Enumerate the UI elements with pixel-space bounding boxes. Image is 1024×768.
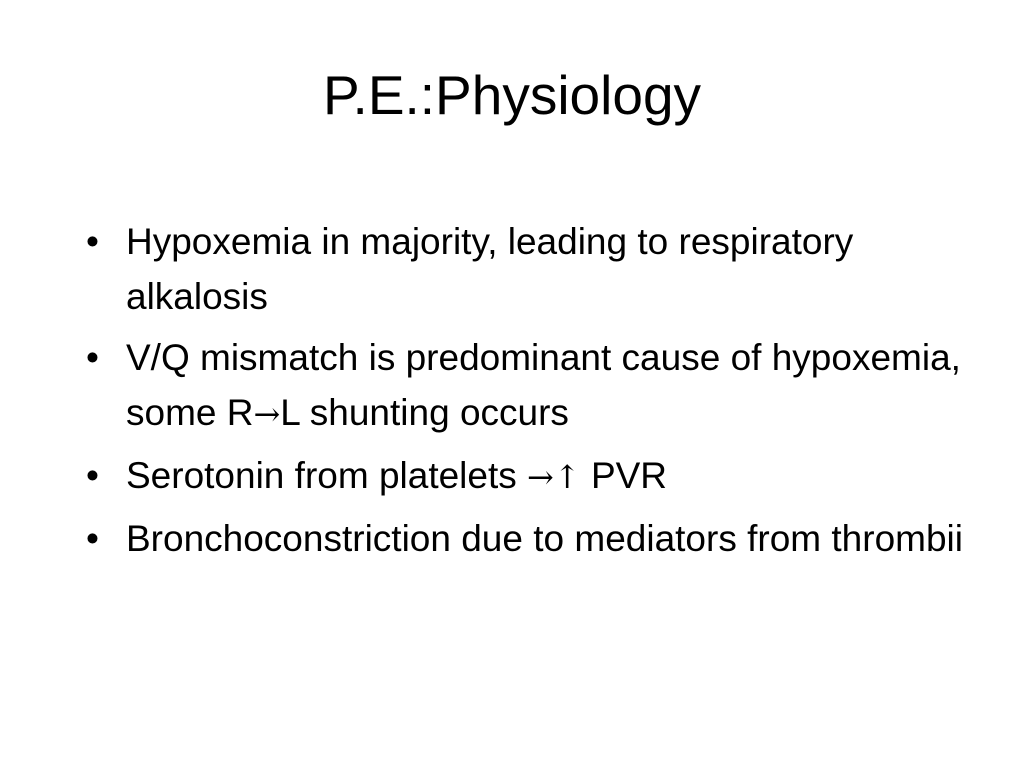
bullet-marker: • — [86, 455, 99, 496]
bullet-text — [126, 448, 986, 505]
list-item — [86, 511, 986, 566]
right-arrow-icon: → — [253, 395, 281, 433]
bullet-text — [126, 330, 986, 442]
list-item — [86, 214, 986, 324]
up-arrow-icon: ↑ — [553, 458, 581, 496]
bullet-marker: • — [86, 518, 99, 559]
list-item — [86, 330, 986, 442]
slide-title: P.E.:Physiology — [322, 64, 702, 126]
bullet-text: Hypoxemia in majority, leading to respiratory alkalosis — [126, 221, 854, 317]
bullet-text: Bronchoconstriction due to mediators from thrombii — [126, 518, 963, 559]
bullet-list — [86, 214, 986, 572]
bullet-marker: • — [86, 221, 99, 262]
bullet-text-part: L shunting occurs — [280, 392, 569, 433]
bullet-marker: • — [86, 337, 99, 378]
bullet-text-part: PVR — [580, 455, 668, 496]
list-item — [86, 448, 986, 505]
right-arrow-icon: → — [527, 458, 554, 496]
bullet-text-part: Serotonin from platelets — [126, 455, 528, 496]
bullet-text-part: V/Q mismatch is predominant cause of hypoxemia, some R — [126, 337, 961, 433]
